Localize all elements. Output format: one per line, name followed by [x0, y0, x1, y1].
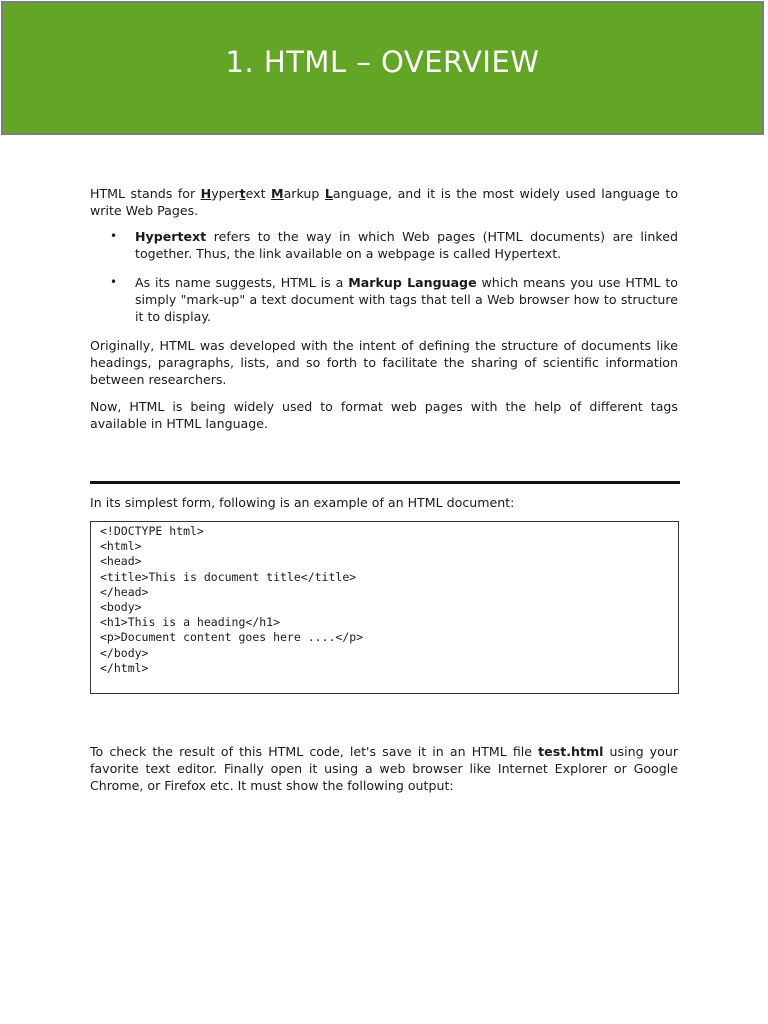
code-line: <p>Document content goes here ....</p> — [100, 630, 364, 645]
definition-list — [90, 228, 678, 325]
list-item: • As its name suggests, HTML is a Markup Language which means you use HTML to simply "mark-up" a text document with tags that tell a Web browser how to structure it to display. — [110, 275, 678, 324]
hypertext-t: t — [239, 186, 246, 201]
code-example — [90, 521, 679, 694]
section-divider — [90, 481, 680, 484]
filename: test.html — [538, 744, 604, 759]
markup-initial: M — [271, 186, 284, 201]
code-line: </html> — [100, 660, 149, 675]
code-line: <title>This is document title</title> — [100, 569, 357, 584]
code-line: <h1>This is a heading</h1> — [100, 615, 281, 630]
main-content — [90, 185, 678, 442]
chapter-title: 1. HTML – OVERVIEW — [225, 45, 540, 79]
code-line: <head> — [100, 554, 142, 569]
code-line: <!DOCTYPE html> — [100, 524, 204, 538]
usage-paragraph: Now, HTML is being widely used to format web pages with the help of different tags available in HTML language. — [90, 399, 678, 431]
history-paragraph: Originally, HTML was developed with the intent of defining the structure of documents like headings, paragraphs, lists, and so forth to facilitate the sharing of scientific information between researchers. — [90, 338, 678, 387]
code-line: <html> — [100, 539, 142, 554]
intro-paragraph: HTML stands for Hypertext Markup Language, and it is the most widely used language to write Web Pages. — [90, 186, 679, 218]
code-line: </head> — [100, 584, 149, 599]
bullet-icon: • — [110, 275, 118, 289]
hypertext-initial: H — [200, 186, 212, 201]
chapter-banner — [1, 1, 764, 135]
example-intro: In its simplest form, following is an example of an HTML document: — [90, 495, 515, 510]
outro-paragraph: To check the result of this HTML code, let's save it in an HTML file test.html using your favorite text editor. Finally open it using a web browser like Internet Explorer or Google Chrome, or Firefox etc. It must show the following output: — [90, 744, 678, 793]
code-line: </body> — [100, 645, 149, 660]
language-initial: L — [324, 186, 333, 201]
code-line: <body> — [100, 600, 142, 615]
bullet-icon: • — [110, 229, 118, 243]
list-item: • Hypertext refers to the way in which Web pages (HTML documents) are linked together. Thus, the link available on a webpage is called Hypertext. — [110, 229, 678, 261]
